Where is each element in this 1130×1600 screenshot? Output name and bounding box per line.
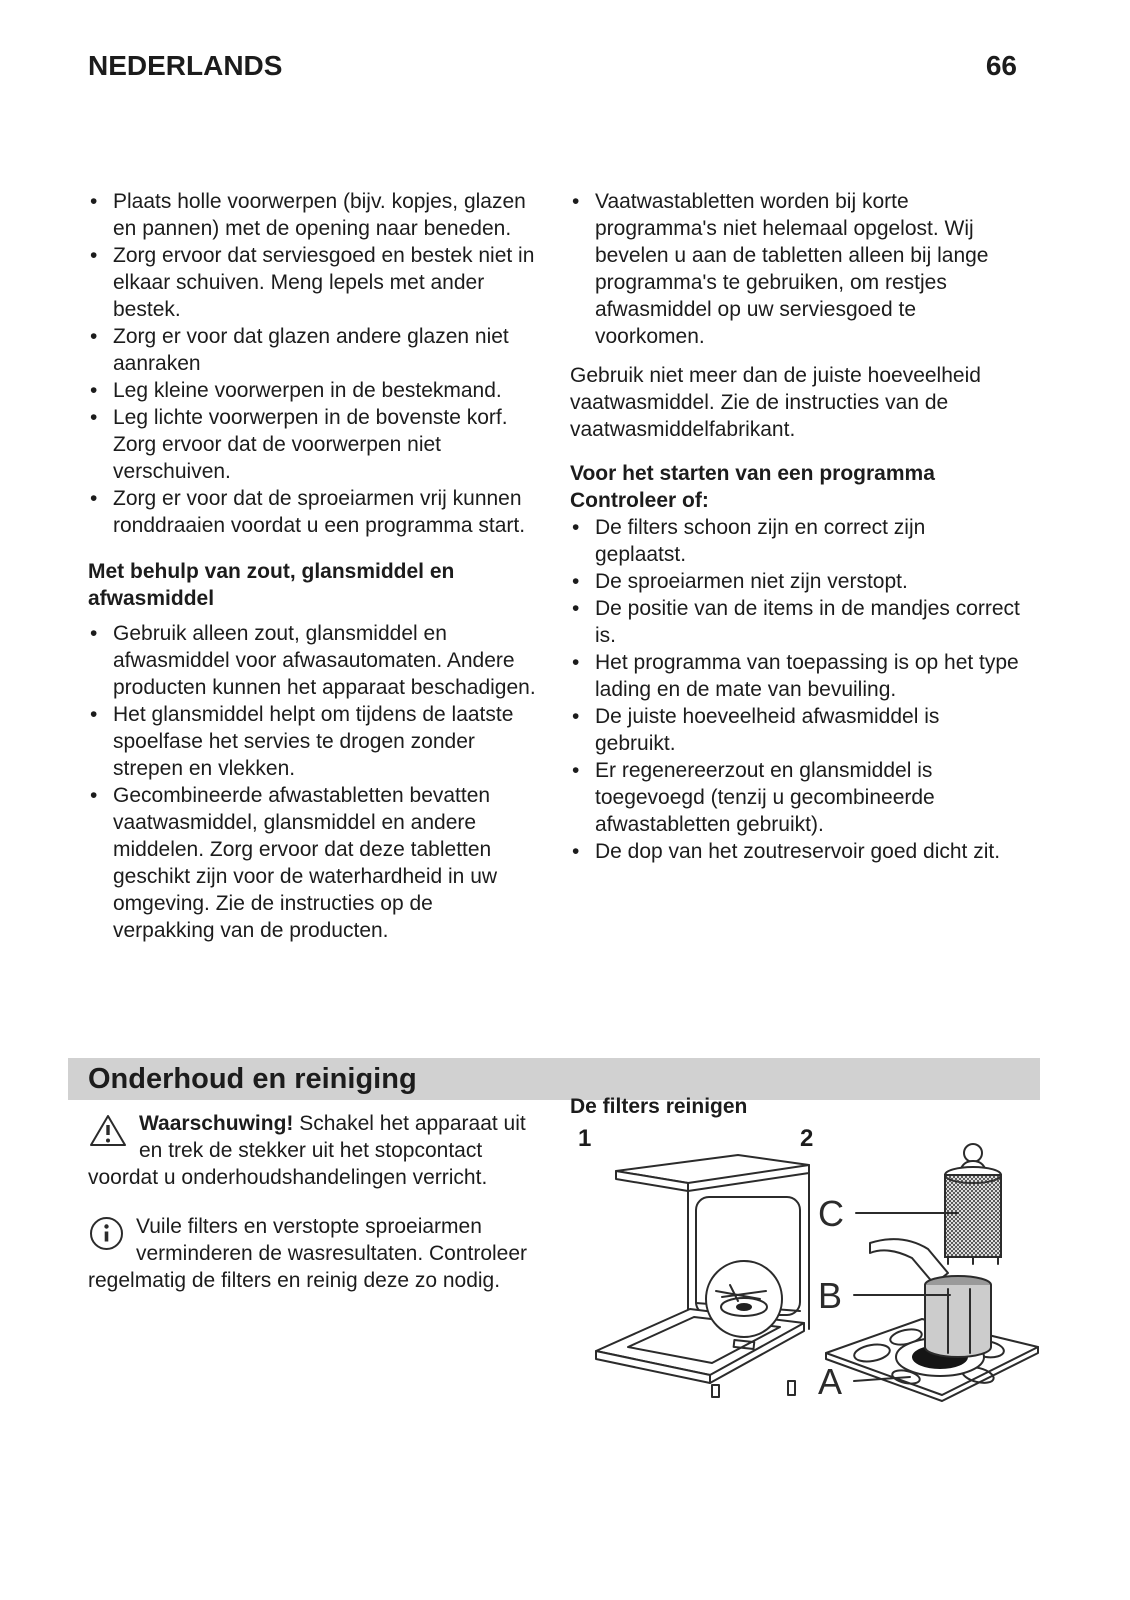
detergent-paragraph: Gebruik niet meer dan de juiste hoeveelheid vaatwasmiddel. Zie de instructies van de vaatwasmiddelfabrikant. xyxy=(570,364,981,441)
list-item: • De dop van het zoutreservoir goed dicht zit. xyxy=(570,838,1022,865)
warning-note xyxy=(88,1110,540,1191)
right-column xyxy=(570,188,1022,865)
figure-1-number: 1 xyxy=(578,1125,592,1152)
info-note xyxy=(88,1213,540,1294)
list-item: • De sproeiarmen niet zijn verstopt. xyxy=(570,568,1022,595)
check-subheading: Controleer of: xyxy=(570,489,709,512)
list-item: • Zorg er voor dat glazen andere glazen niet aanraken xyxy=(88,323,540,377)
warning-icon xyxy=(88,1112,128,1156)
list-item: • De juiste hoeveelheid afwasmiddel is gebruikt. xyxy=(570,703,1022,757)
check-list xyxy=(570,514,1022,865)
loading-tips-list xyxy=(88,188,540,539)
part-label-b: B xyxy=(818,1275,843,1316)
info-text: Vuile filters en verstopte sproeiarmen verminderen de wasresultaten. Controleer regelmatig de filters en reinig deze zo nodig. xyxy=(88,1215,528,1292)
page-language-header: NEDERLANDS xyxy=(88,50,283,81)
part-label-c: C xyxy=(818,1193,844,1234)
section-title: Onderhoud en reiniging xyxy=(88,1062,417,1095)
warning-label: Waarschuwing! xyxy=(139,1112,294,1135)
list-item: • Vaatwastabletten worden bij korte programma's niet helemaal opgelost. Wij bevelen u aan de tabletten alleen bij lange programma's te gebruiken, om restjes afwasmiddel op uw serviesgoed te voorkomen. xyxy=(570,188,1022,350)
maintenance-right-column xyxy=(570,1093,1040,1453)
salt-tips-list xyxy=(88,620,540,944)
page-number: 66 xyxy=(985,50,1017,81)
list-item: • Gecombineerde afwastabletten bevatten vaatwasmiddel, glansmiddel en andere middelen. Zorg ervoor dat deze tabletten geschikt zijn voor de waterhardheid in uw omgeving. Zie de instructies op de verpakking van de producten. xyxy=(88,782,540,944)
figure-filter-assembly xyxy=(810,1137,1045,1428)
figure-dishwasher xyxy=(588,1145,814,1412)
list-item: • Leg lichte voorwerpen in de bovenste korf. Zorg ervoor dat de voorwerpen niet verschuiven. xyxy=(88,404,540,485)
info-icon xyxy=(88,1215,125,1259)
list-item: • Het programma van toepassing is op het type lading en de mate van bevuiling. xyxy=(570,649,1022,703)
tablets-list xyxy=(570,188,1022,350)
filters-heading: De filters reinigen xyxy=(570,1095,748,1118)
list-item: • Leg kleine voorwerpen in de bestekmand. xyxy=(88,377,540,404)
list-item: • Het glansmiddel helpt om tijdens de laatste spoelfase het servies te drogen zonder strepen en vlekken. xyxy=(88,701,540,782)
list-item: • Plaats holle voorwerpen (bijv. kopjes, glazen en pannen) met de opening naar beneden. xyxy=(88,188,540,242)
maintenance-left-column xyxy=(88,1110,540,1294)
list-item: • Zorg ervoor dat serviesgoed en bestek niet in elkaar schuiven. Meng lepels met ander bestek. xyxy=(88,242,540,323)
part-label-a: A xyxy=(818,1361,843,1402)
list-item: • De positie van de items in de mandjes correct is. xyxy=(570,595,1022,649)
list-item: • Gebruik alleen zout, glansmiddel en afwasmiddel voor afwasautomaten. Andere producten kunnen het apparaat beschadigen. xyxy=(88,620,540,701)
list-item: • Er regenereerzout en glansmiddel is toegevoegd (tenzij u gecombineerde afwastabletten gebruikt). xyxy=(570,757,1022,838)
list-item: • De filters schoon zijn en correct zijn geplaatst. xyxy=(570,514,1022,568)
before-start-heading: Voor het starten van een programma xyxy=(570,462,935,485)
list-item: • Zorg er voor dat de sproeiarmen vrij kunnen ronddraaien voordat u een programma start. xyxy=(88,485,540,539)
warning-text: Schakel het apparaat uit en trek de stekker uit het stopcontact voordat u onderhoudshandelingen verricht. xyxy=(88,1112,526,1189)
salt-section-heading: Met behulp van zout, glansmiddel en afwasmiddel xyxy=(88,560,455,610)
figure-2-number: 2 xyxy=(800,1125,814,1152)
left-column xyxy=(88,188,540,944)
